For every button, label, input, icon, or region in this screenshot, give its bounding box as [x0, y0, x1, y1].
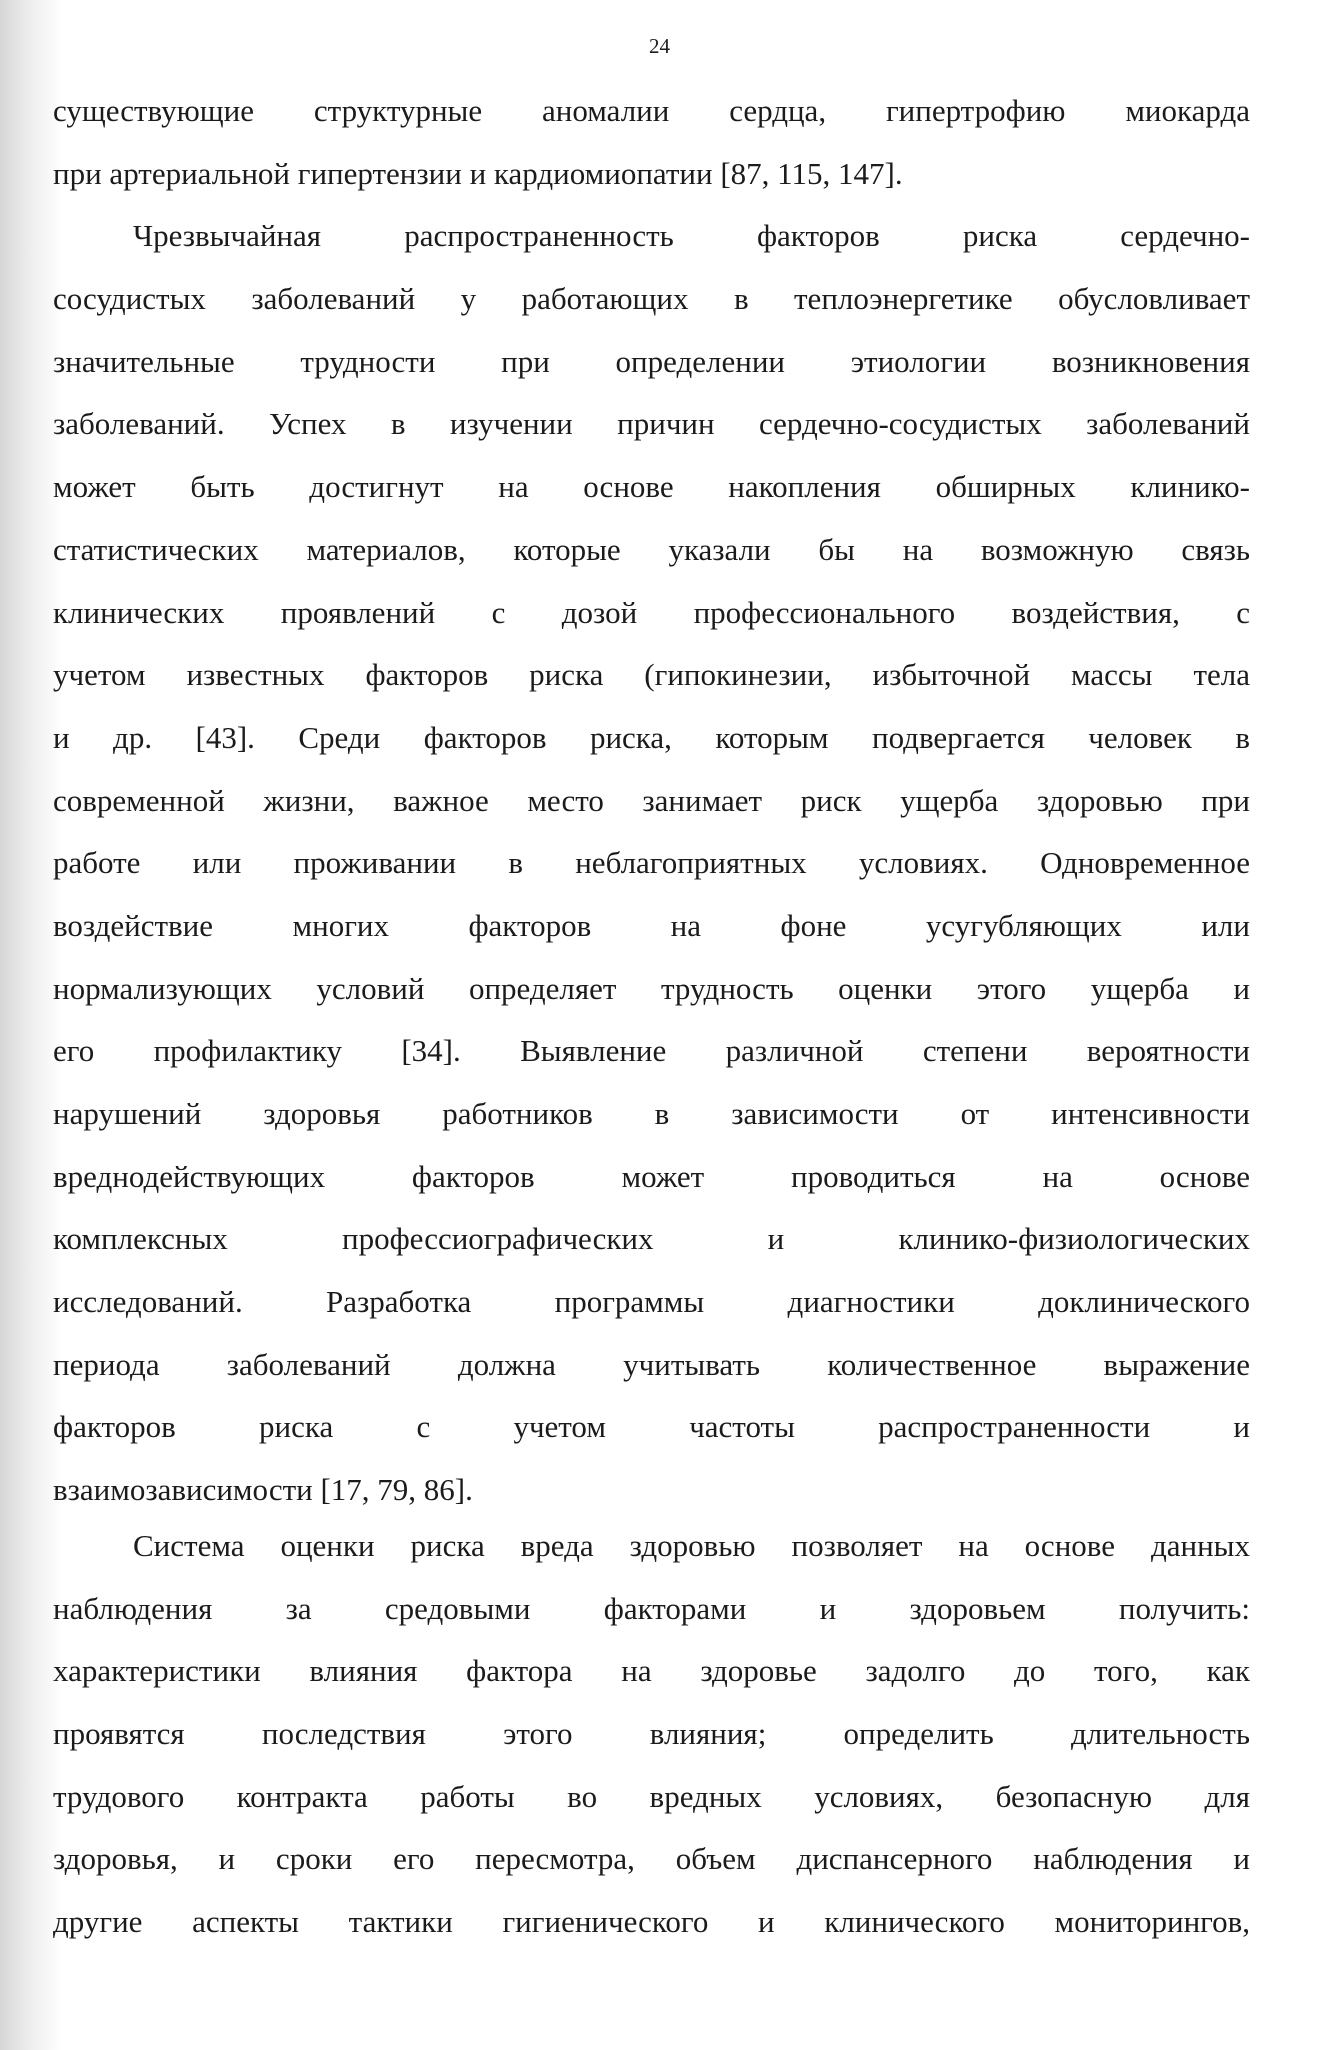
text-line: статистических материалов, которые указали бы на возможную связь	[53, 531, 1250, 567]
text-line: его профилактику [34]. Выявление различной степени вероятности	[53, 1033, 1250, 1069]
text-line: трудового контракта работы во вредных условиях, безопасную для	[53, 1778, 1250, 1814]
text-line: нормализующих условий определяет трудность оценки этого ущерба и	[53, 970, 1250, 1006]
text-line: наблюдения за средовыми факторами и здоровьем получить:	[53, 1590, 1250, 1626]
text-line: существующие структурные аномалии сердца, гипертрофию миокарда	[53, 93, 1250, 128]
text-line: факторов риска с учетом частоты распространенности и	[53, 1409, 1250, 1445]
text-line: и др. [43]. Среди факторов риска, которым подвергается человек в	[53, 719, 1250, 755]
text-line: значительные трудности при определении этиологии возникновения	[53, 343, 1250, 379]
text-line: периода заболеваний должна учитывать количественное выражение	[53, 1346, 1250, 1382]
text-line: вреднодействующих факторов может проводиться на основе	[53, 1158, 1250, 1194]
text-line: проявятся последствия этого влияния; определить длительность	[53, 1716, 1250, 1752]
text-line: характеристики влияния фактора на здоровье задолго до того, как	[53, 1653, 1250, 1689]
text-line: комплексных профессиографических и клинико-физиологических	[53, 1221, 1250, 1257]
page-number: 24	[649, 34, 670, 58]
text-block-2	[53, 1515, 1250, 1954]
text-line: клинических проявлений с дозой профессионального воздействия, с	[53, 594, 1250, 630]
text-line: современной жизни, важное место занимает риск ущерба здоровью при	[53, 782, 1250, 818]
text-line: здоровья, и сроки его пересмотра, объем диспансерного наблюдения и	[53, 1841, 1250, 1877]
text-block-1	[53, 80, 1250, 1522]
text-line: нарушений здоровья работников в зависимости от интенсивности	[53, 1096, 1250, 1131]
text-line: воздействие многих факторов на фоне усугубляющих или	[53, 907, 1250, 943]
text-line: другие аспекты тактики гигиенического и клинического мониторингов,	[53, 1904, 1250, 1940]
text-line: заболеваний. Успех в изучении причин сердечно-сосудистых заболеваний	[53, 406, 1250, 442]
paragraph-first-line: Система оценки риска вреда здоровью позволяет на основе данных	[133, 1528, 1250, 1563]
text-line: работе или проживании в неблагоприятных условиях. Одновременное	[53, 845, 1250, 881]
text-line: может быть достигнут на основе накопления обширных клинико-	[53, 469, 1250, 505]
paragraph-first-line: Чрезвычайная распространенность факторов риска сердечно-	[133, 218, 1250, 254]
text-line: сосудистых заболеваний у работающих в теплоэнергетике обусловливает	[53, 281, 1250, 317]
text-line: при артериальной гипертензии и кардиомиопатии [87, 115, 147].	[53, 155, 903, 191]
text-line: взаимозависимости [17, 79, 86].	[53, 1472, 473, 1508]
text-line: учетом известных факторов риска (гипокинезии, избыточной массы тела	[53, 657, 1250, 693]
text-line: исследований. Разработка программы диагностики доклинического	[53, 1284, 1250, 1320]
